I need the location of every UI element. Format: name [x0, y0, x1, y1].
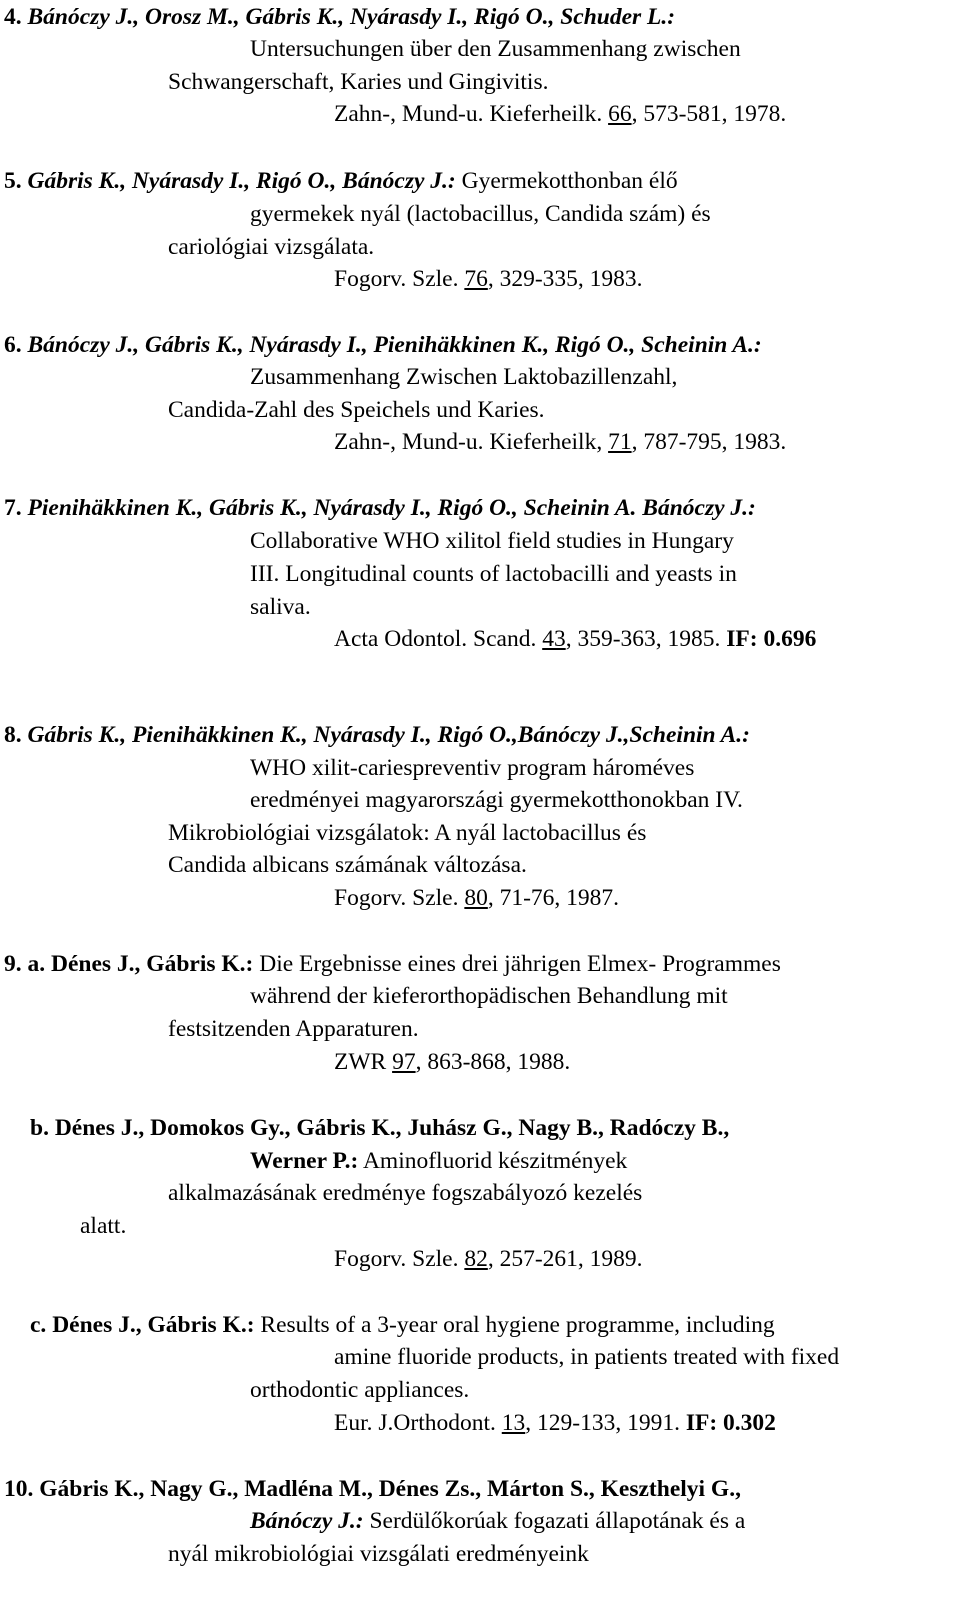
ref-6-journal: Zahn-, Mund-u. Kieferheilk, [334, 429, 603, 455]
ref-9a-title-line-3: festsitzenden Apparaturen. [168, 1016, 419, 1042]
ref-6-citation [334, 431, 786, 455]
ref-8-header [4, 724, 750, 748]
ref-8-title-line-3: Mikrobiológiai vizsgálatok: A nyál lactobacillus és [168, 820, 647, 846]
ref-7-citation [334, 628, 816, 652]
ref-9c-header [30, 1314, 775, 1338]
ref-6-volume: 71 [608, 429, 632, 455]
ref-9c-authors: Dénes J., Gábris K.: [52, 1312, 255, 1338]
ref-7-title-line-2: III. Longitudinal counts of lactobacilli and yeasts in [250, 561, 737, 587]
ref-6-title-line-2: Candida-Zahl des Speichels und Karies. [168, 397, 545, 423]
ref-5-title-line-2: gyermekek nyál (lactobacillus, Candida szám) és [250, 201, 711, 227]
ref-10-number: 10. [4, 1476, 34, 1502]
ref-7-journal: Acta Odontol. Scand. [334, 626, 537, 652]
ref-4-title-line-1: Untersuchungen über den Zusammenhang zwischen [250, 36, 741, 62]
ref-4-volume: 66 [608, 101, 632, 127]
ref-9c-title-line-3: orthodontic appliances. [250, 1377, 470, 1403]
ref-7-header [4, 497, 756, 521]
ref-10-title-line-1: Serdülőkorúak fogazati állapotának és a [369, 1508, 746, 1534]
ref-10-authors-line-1: Gábris K., Nagy G., Madléna M., Dénes Zs., Márton S., Keszthelyi G., [39, 1476, 741, 1502]
ref-7-title-line-1: Collaborative WHO xilitol field studies in Hungary [250, 528, 734, 554]
ref-5-pages: , 329-335, 1983. [487, 266, 643, 292]
ref-9a-header [4, 953, 781, 977]
ref-9c-citation [334, 1412, 776, 1436]
ref-4-citation [334, 103, 786, 127]
ref-9a-number: 9. a. [4, 951, 46, 977]
ref-8-volume: 80 [464, 885, 488, 911]
ref-9c-title-line-1: Results of a 3-year oral hygiene programme, including [260, 1312, 775, 1338]
ref-6-number: 6. [4, 332, 22, 358]
ref-9b-title-line-1: Aminofluorid készitmények [362, 1148, 628, 1174]
ref-9c-number: c. [30, 1312, 47, 1338]
ref-9a-citation [334, 1051, 570, 1075]
ref-9c-journal: Eur. J.Orthodont. [334, 1410, 496, 1436]
ref-9c-impact-factor: IF: 0.302 [685, 1410, 776, 1436]
ref-7-title-line-3: saliva. [250, 594, 311, 620]
ref-8-citation [334, 887, 619, 911]
ref-10-title-line-2: nyál mikrobiológiai vizsgálati eredményeink [168, 1541, 589, 1567]
ref-7-volume: 43 [542, 626, 566, 652]
ref-10-header [4, 1478, 741, 1502]
ref-9b-line-2 [250, 1150, 627, 1174]
ref-7-number: 7. [4, 495, 22, 521]
ref-6-authors: Bánóczy J., Gábris K., Nyárasdy I., Pienihäkkinen K., Rigó O., Scheinin A.: [27, 332, 762, 358]
ref-9b-authors-line-1: Dénes J., Domokos Gy., Gábris K., Juhász G., Nagy B., Radóczy B., [54, 1115, 730, 1141]
ref-9a-volume: 97 [392, 1049, 416, 1075]
ref-7-pages: , 359-363, 1985. [565, 626, 721, 652]
ref-5-title-line-3: cariológiai vizsgálata. [168, 234, 375, 260]
ref-10-authors-line-2: Bánóczy J.: [250, 1508, 364, 1534]
ref-9b-pages: , 257-261, 1989. [487, 1246, 643, 1272]
ref-8-number: 8. [4, 722, 22, 748]
ref-4-authors: Bánóczy J., Orosz M., Gábris K., Nyárasdy I., Rigó O., Schuder L.: [27, 4, 676, 30]
ref-9c-title-line-2: amine fluoride products, in patients treated with fixed [334, 1344, 840, 1370]
ref-5-number: 5. [4, 168, 22, 194]
ref-9b-title-line-3: alatt. [80, 1213, 127, 1239]
ref-8-title-line-2: eredményei magyarországi gyermekotthonokban IV. [250, 787, 743, 813]
ref-5-authors: Gábris K., Nyárasdy I., Rigó O., Bánóczy J.: [27, 168, 456, 194]
ref-9b-journal: Fogorv. Szle. [334, 1246, 459, 1272]
ref-8-title-line-1: WHO xilit-cariespreventiv program hároméves [250, 755, 695, 781]
ref-4-title-line-2: Schwangerschaft, Karies und Gingivitis. [168, 69, 549, 95]
ref-6-header [4, 334, 762, 358]
ref-5-title-line-1: Gyermekotthonban élő [461, 168, 678, 194]
ref-9c-volume: 13 [501, 1410, 526, 1436]
ref-8-authors: Gábris K., Pienihäkkinen K., Nyárasdy I., Rigó O.,Bánóczy J.,Scheinin A.: [27, 722, 750, 748]
ref-6-title-line-1: Zusammenhang Zwischen Laktobazillenzahl, [250, 364, 678, 390]
ref-9b-header [30, 1117, 729, 1141]
ref-8-journal: Fogorv. Szle. [334, 885, 459, 911]
ref-8-title-line-4: Candida albicans számának változása. [168, 852, 527, 878]
ref-5-citation [334, 268, 643, 292]
ref-9a-journal: ZWR [334, 1049, 387, 1075]
ref-9b-number: b. [30, 1115, 49, 1141]
ref-8-pages: , 71-76, 1987. [487, 885, 620, 911]
ref-6-pages: , 787-795, 1983. [631, 429, 787, 455]
ref-5-volume: 76 [464, 266, 488, 292]
ref-7-impact-factor: IF: 0.696 [726, 626, 817, 652]
ref-10-line-2 [250, 1510, 745, 1534]
ref-9b-volume: 82 [464, 1246, 488, 1272]
ref-4-journal: Zahn-, Mund-u. Kieferheilk. [334, 101, 603, 127]
ref-9b-authors-line-2: Werner P.: [250, 1148, 359, 1174]
ref-5-journal: Fogorv. Szle. [334, 266, 459, 292]
ref-4-number: 4. [4, 4, 22, 30]
ref-9c-pages: , 129-133, 1991. [525, 1410, 680, 1436]
ref-9a-title-line-2: während der kieferorthopädischen Behandlung mit [250, 983, 728, 1009]
ref-9a-authors: Dénes J., Gábris K.: [51, 951, 254, 977]
ref-7-authors: Pienihäkkinen K., Gábris K., Nyárasdy I., Rigó O., Scheinin A. Bánóczy J.: [27, 495, 756, 521]
ref-9b-title-line-2: alkalmazásának eredménye fogszabályozó kezelés [168, 1180, 643, 1206]
ref-9a-pages: , 863-868, 1988. [415, 1049, 571, 1075]
ref-5-header [4, 170, 678, 194]
ref-9b-citation [334, 1248, 643, 1272]
ref-9a-title-line-1: Die Ergebnisse eines drei jährigen Elmex- Programmes [259, 951, 781, 977]
ref-4-header [4, 6, 675, 30]
ref-4-pages: , 573-581, 1978. [631, 101, 787, 127]
